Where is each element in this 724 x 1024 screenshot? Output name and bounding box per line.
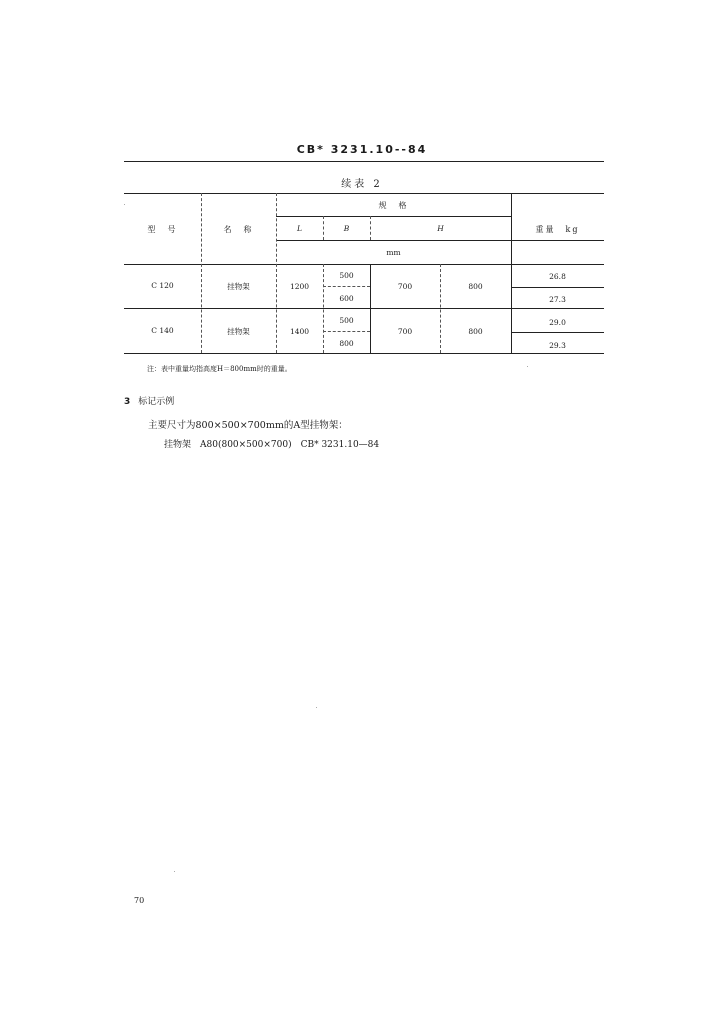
section-heading [124,394,174,407]
spec-group-rule [276,216,511,217]
row2-weight1: 29.0 [549,318,566,327]
row2-H2: 800 [468,327,483,336]
col-header-weight: 重量 kg [535,225,580,234]
scan-speck [316,707,317,708]
example-marking: 挂物架 A80(800×500×700) CB* 3231.10—84 [164,440,380,450]
row1-weight2: 27.3 [549,295,566,304]
table-bottom-rule [124,353,604,354]
row1-weight1: 26.8 [549,272,566,281]
b-subdivider-2 [323,331,370,332]
vline-H-split [440,264,441,353]
scan-speck [174,871,175,872]
row1-H2: 800 [468,282,483,291]
row1-B2: 600 [339,294,354,303]
row2-name: 挂物架 [227,327,250,336]
section-title: 标记示例 [138,397,175,407]
table-top-rule [124,193,604,194]
row2-B1: 500 [339,316,354,325]
table-note: 注：表中重量均指高度H＝800mm时的重量。 [147,365,292,373]
page-number: 70 [134,896,145,905]
row2-H1: 700 [397,327,413,336]
col-header-model: 型 号 [147,225,178,234]
scan-speck [527,366,528,367]
vline-B-H-body [370,264,371,353]
row1-B1: 500 [339,271,354,280]
row2-L: 1400 [289,327,310,336]
row1-H1: 700 [397,282,413,291]
subheader-rule [276,240,604,241]
col-header-H: H [437,224,444,233]
row2-B2: 800 [339,339,354,348]
row1-L: 1200 [289,282,310,291]
col-header-B: B [343,224,350,233]
weight-subdivider-2 [511,332,604,333]
row2-model: C 140 [151,326,174,335]
example-description: 主要尺寸为800×500×700mm的A型挂物架： [148,420,348,431]
col-header-spec: 规 格 [378,201,409,210]
row1-name: 挂物架 [227,282,250,291]
b-subdivider-1 [323,286,370,287]
row-divider [124,308,604,309]
row1-model: C 120 [151,281,174,290]
section-number: 3 [124,397,131,407]
col-header-L: L [297,224,302,233]
row2-weight2: 29.3 [549,341,566,350]
header-rule [124,161,604,162]
header-bottom-rule [124,264,604,265]
col-header-name: 名 称 [223,225,254,234]
table-title: 续表 2 [341,179,383,190]
standard-code-header: CB* 3231.10--84 [296,143,428,156]
scan-speck [124,204,125,205]
weight-subdivider-1 [511,287,604,288]
unit-label: mm [386,248,401,257]
